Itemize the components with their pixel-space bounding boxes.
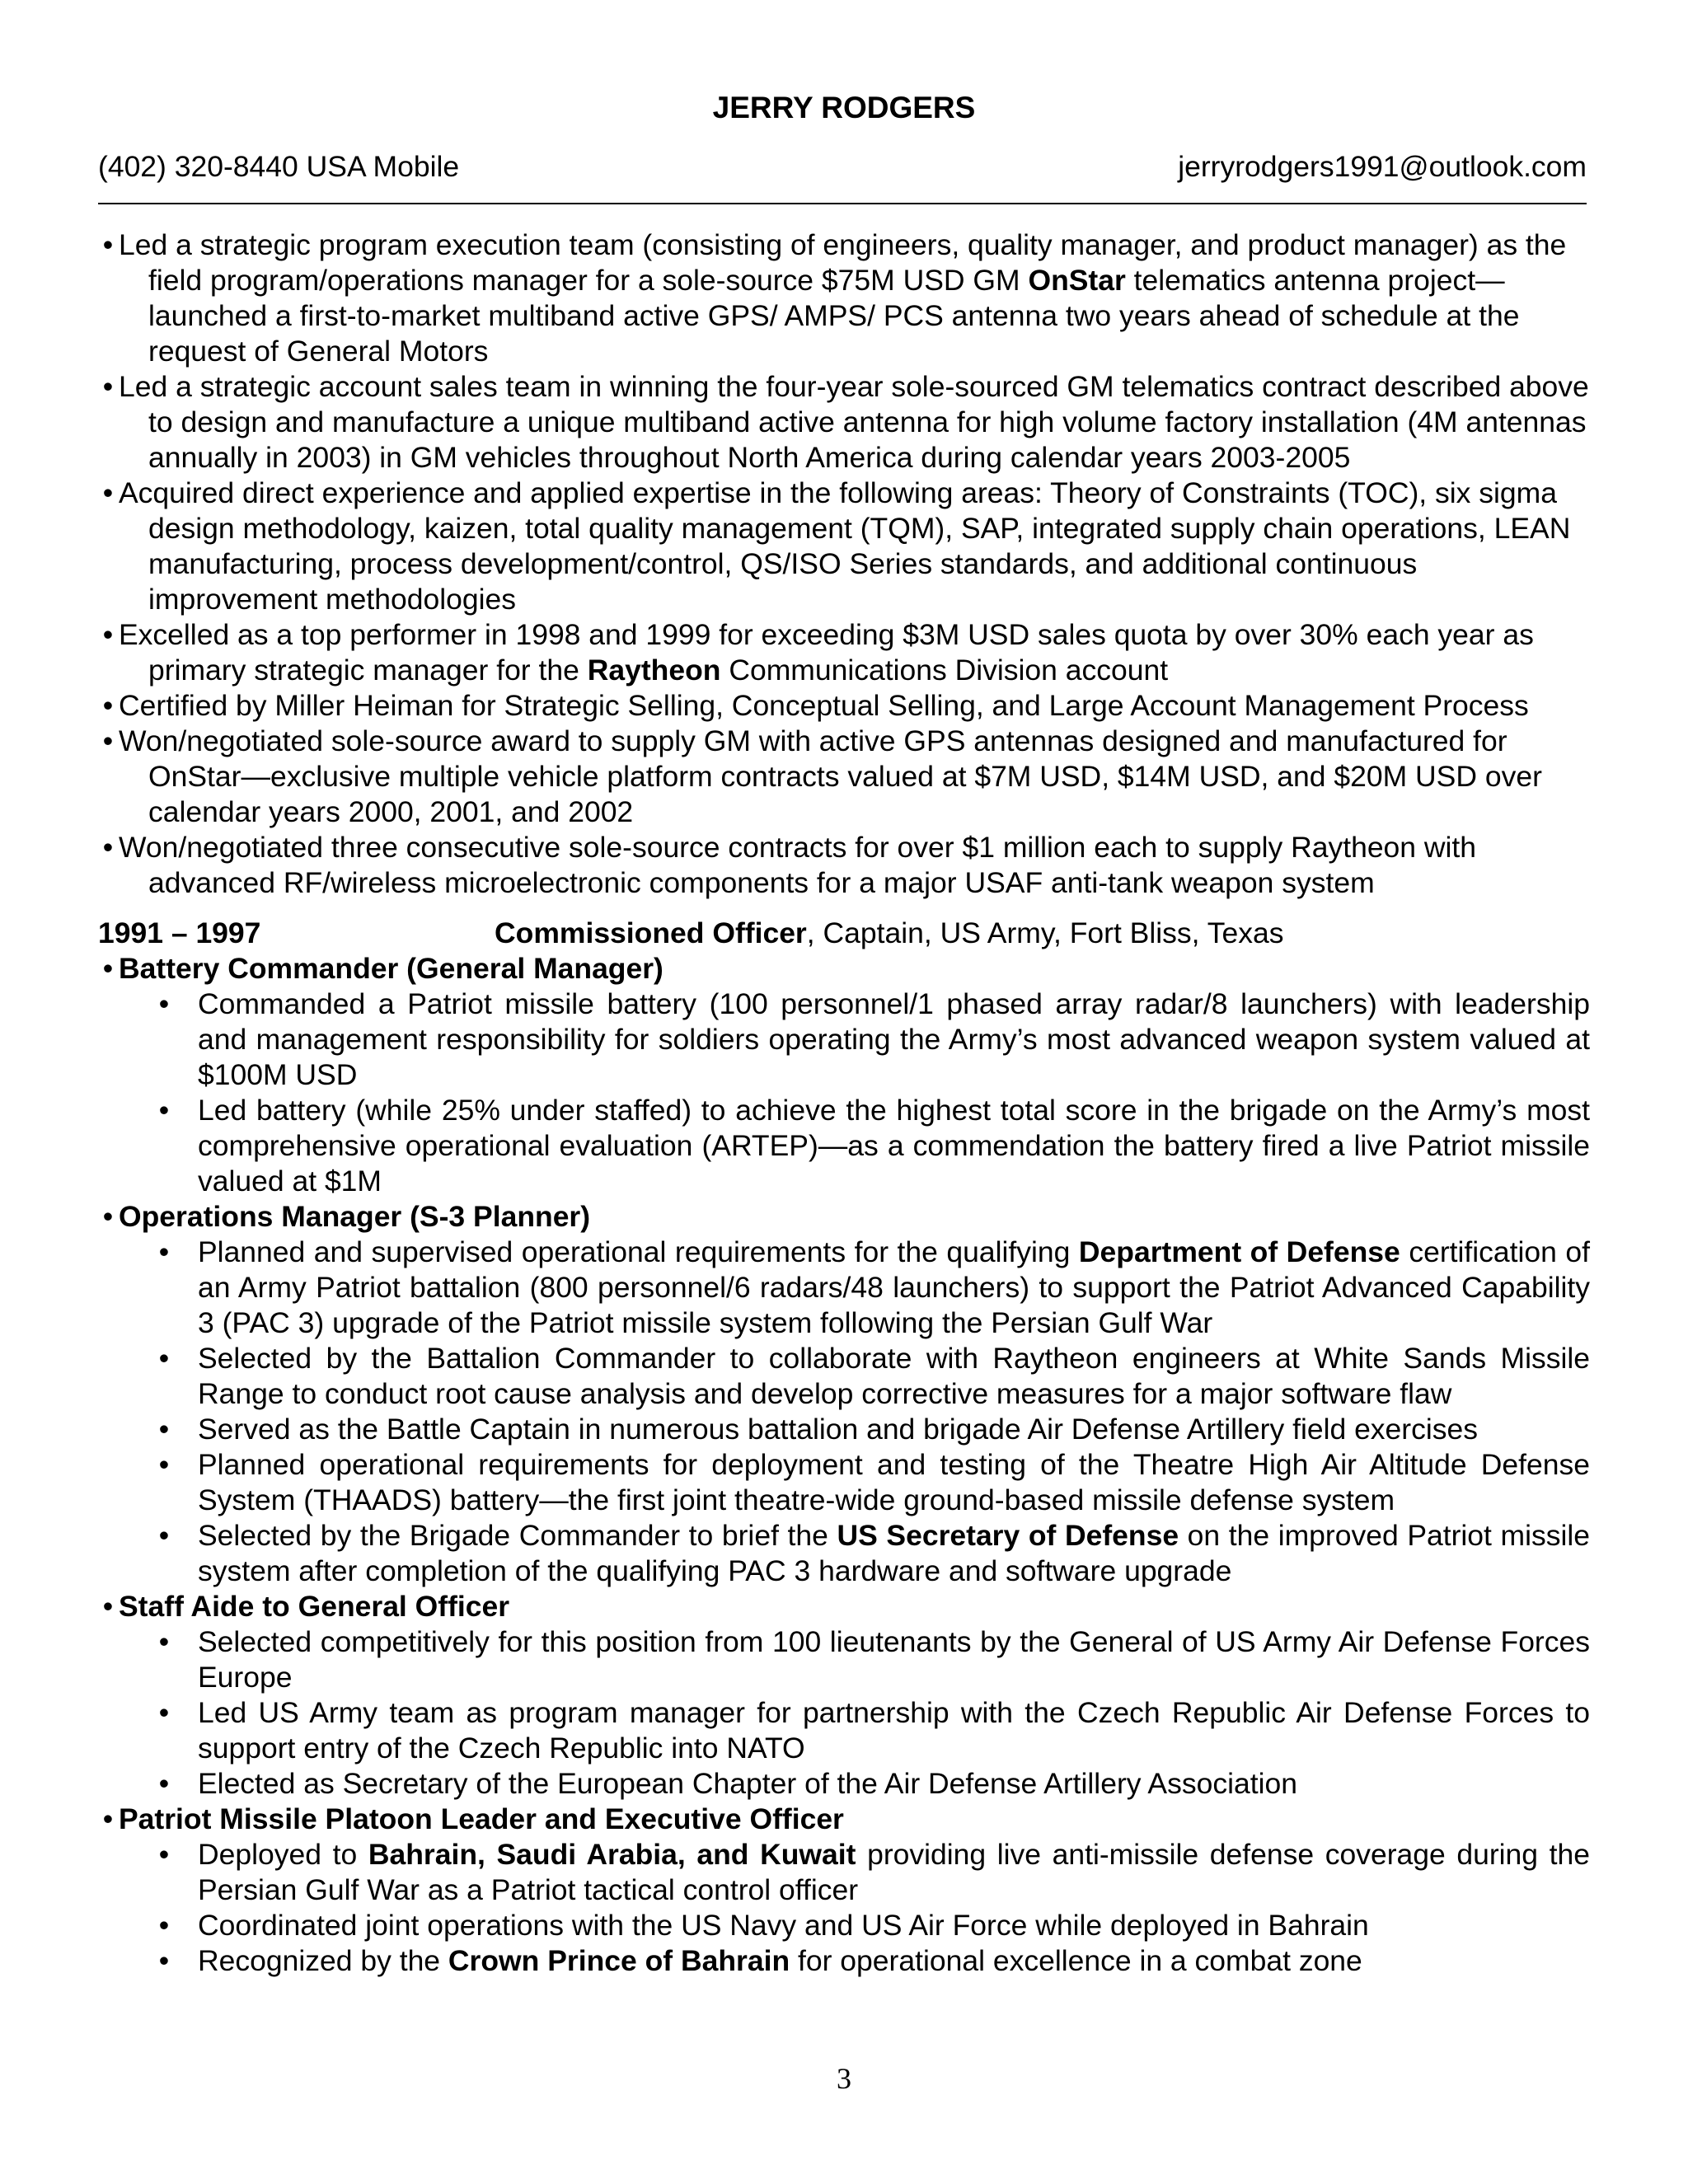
bullet-icon: •: [102, 1200, 114, 1233]
bullet-text-emphasis: Raytheon: [587, 654, 721, 687]
bullet-text: [119, 830, 1590, 901]
bullet-text-part: Commanded a Patriot missile battery (100 personnel/1 phased array radar/8 launchers) with leadership and management responsibility for soldiers operating the Army’s most advanced weapon system valued at $100M USD: [198, 987, 1590, 1091]
bullet-icon: •: [158, 1094, 170, 1127]
bullet-text: [198, 1696, 1590, 1765]
role-duty-bullet: [98, 1235, 1590, 1341]
bullet-text-part: Excelled as a top performer in 1998 and 1999 for exceeding $3M USD sales quota by over 30% each year as primary strategic manager for the: [119, 618, 1534, 687]
bullet-icon: •: [158, 1696, 170, 1729]
bullet-text-part: Selected by the Brigade Commander to brief the: [198, 1519, 837, 1552]
bullet-text: [198, 987, 1590, 1091]
bullet-text-emphasis: Department of Defense: [1078, 1235, 1400, 1268]
bullet-text: [198, 1235, 1590, 1339]
bullet-text-part: Planned and supervised operational requirements for the qualifying: [198, 1235, 1079, 1268]
achievement-bullet: [98, 724, 1590, 830]
role-title: Patriot Missile Platoon Leader and Executive Officer: [119, 1802, 844, 1835]
bullet-text-part: Led battery (while 25% under staffed) to achieve the highest total score in the brigade on the Army’s most comprehensive operational evaluation (ARTEP)—as a commendation the battery fired a live Patriot missile valued at $1M: [198, 1094, 1590, 1197]
bullet-text: [119, 476, 1590, 617]
bullet-text-part: Selected by the Battalion Commander to collaborate with Raytheon engineers at White Sands Missile Range to conduct root cause analysis and develop corrective measures for a major software flaw: [198, 1342, 1590, 1410]
role-duty-bullet: [98, 1447, 1590, 1518]
bullet-text-part: Elected as Secretary of the European Chapter of the Air Defense Artillery Association: [198, 1767, 1297, 1800]
bullet-text-part: Led US Army team as program manager for partnership with the Czech Republic Air Defense Forces to support entry of the Czech Republic into NATO: [198, 1696, 1590, 1765]
role-heading: [98, 1802, 1590, 1837]
bullet-text: [198, 1413, 1478, 1446]
bullet-text-part: telematics antenna project—launched a first-to-market multiband active GPS/ AMPS/ PCS antenna two years ahead of schedule at the request of General Motors: [148, 264, 1520, 368]
role-heading: [98, 1199, 1590, 1235]
bullet-text: [119, 617, 1590, 688]
bullet-icon: •: [102, 476, 114, 509]
role-duty-bullet: [98, 1766, 1590, 1802]
role-duty-bullet: [98, 1341, 1590, 1412]
achievement-bullet: [98, 369, 1590, 476]
bullet-text: [119, 724, 1590, 830]
army-position-row: [98, 916, 1590, 951]
bullet-text: [198, 1767, 1297, 1800]
bullet-icon: •: [102, 370, 114, 403]
bullet-text-part: for operational excellence in a combat zone: [790, 1944, 1362, 1977]
bullet-text-part: Recognized by the: [198, 1944, 448, 1977]
bullet-icon: •: [102, 831, 114, 864]
bullet-icon: •: [102, 689, 114, 722]
bullet-icon: •: [158, 987, 170, 1020]
bullet-icon: •: [102, 618, 114, 651]
role-title: Battery Commander (General Manager): [119, 952, 663, 985]
bullet-text: [198, 1838, 1590, 1906]
bullet-text-part: on the improved Patriot missile system after completion of the qualifying PAC 3 hardware and software upgrade: [198, 1519, 1590, 1587]
bullet-icon: •: [158, 1944, 170, 1977]
role-duty-bullet: [98, 1908, 1590, 1943]
army-details: , Captain, US Army, Fort Bliss, Texas: [806, 916, 1284, 949]
bullet-text-emphasis: Crown Prince of Bahrain: [448, 1944, 790, 1977]
resume-body: [98, 227, 1590, 1979]
army-roles-list: [98, 951, 1590, 1979]
bullet-text-part: Planned operational requirements for deployment and testing of the Theatre High Air Altitude Defense System (THAADS) battery—the first joint theatre-wide ground-based missile defense system: [198, 1448, 1590, 1516]
bullet-text: [198, 1625, 1590, 1694]
bullet-icon: •: [102, 1590, 114, 1623]
bullet-text-part: Certified by Miller Heiman for Strategic Selling, Conceptual Selling, and Large Account Management Process: [119, 689, 1529, 722]
bullet-text-part: certification of an Army Patriot battalion (800 personnel/6 radars/48 launchers) to support the Patriot Advanced Capability 3 (PAC 3) upgrade of the Patriot missile system following the Persian Gulf War: [198, 1235, 1590, 1339]
bullet-text-part: providing live anti-missile defense coverage during the Persian Gulf War as a Patriot tactical control officer: [198, 1838, 1591, 1906]
bullet-text-emphasis: US Secretary of Defense: [837, 1519, 1179, 1552]
bullet-text-emphasis: OnStar: [1028, 264, 1126, 297]
header-divider: [98, 203, 1587, 204]
bullet-text: [198, 1519, 1590, 1587]
role-duty-bullet: [98, 1093, 1590, 1199]
role-duty-bullet: [98, 1412, 1590, 1447]
role-duty-bullet: [98, 1695, 1590, 1766]
bullet-text: [119, 688, 1590, 724]
role-duty-bullet: [98, 1518, 1590, 1589]
bullet-text-part: Led a strategic account sales team in winning the four-year sole-sourced GM telematics contract described above to design and manufacture a unique multiband active antenna for high volume factory installation (4M antennas annually in 2003) in GM vehicles throughout North America during calendar years 2003-2005: [119, 370, 1589, 474]
role-heading: [98, 1589, 1590, 1624]
bullet-text: [198, 1094, 1590, 1197]
bullet-icon: •: [158, 1235, 170, 1268]
phone-number: (402) 320-8440 USA Mobile: [98, 150, 460, 183]
bullet-text: [119, 227, 1590, 369]
bullet-icon: •: [158, 1413, 170, 1446]
bullet-text-part: Deployed to: [198, 1838, 368, 1871]
achievement-bullet: [98, 617, 1590, 688]
bullet-text: [198, 1448, 1590, 1516]
bullet-text-part: Selected competitively for this position from 100 lieutenants by the General of US Army Air Defense Forces Europe: [198, 1625, 1590, 1694]
bullet-icon: •: [102, 952, 114, 985]
army-title: Commissioned Officer: [495, 916, 807, 949]
bullet-icon: •: [158, 1625, 170, 1658]
bullet-icon: •: [158, 1767, 170, 1800]
candidate-name: JERRY RODGERS: [712, 91, 976, 124]
bullet-text-part: Served as the Battle Captain in numerous battalion and brigade Air Defense Artillery field exercises: [198, 1413, 1479, 1446]
page-number: 3: [837, 2062, 851, 2095]
bullet-icon: •: [158, 1909, 170, 1942]
achievement-bullet: [98, 688, 1590, 724]
role-duty-bullet: [98, 1624, 1590, 1695]
role-duty-bullet: [98, 1943, 1590, 1979]
army-years: 1991 – 1997: [98, 916, 261, 949]
bullet-text-part: Acquired direct experience and applied expertise in the following areas: Theory of Constraints (TOC), six sigma design methodology, kaizen, total quality management (TQM), SAP, integrated supply chain operations, LEAN manufacturing, process development/control, QS/ISO Series standards, and additional continuous improvement methodologies: [119, 476, 1571, 616]
role-duty-bullet: [98, 1837, 1590, 1908]
bullet-text: [198, 1944, 1362, 1977]
bullet-icon: •: [102, 228, 114, 261]
bullet-icon: •: [102, 1802, 114, 1835]
bullet-icon: •: [158, 1342, 170, 1375]
bullet-text: [119, 369, 1590, 476]
role-duty-bullet: [98, 987, 1590, 1093]
bullet-icon: •: [158, 1519, 170, 1552]
email-address: jerryrodgers1991@outlook.com: [1178, 150, 1587, 183]
role-title: Operations Manager (S-3 Planner): [119, 1200, 591, 1233]
role-title: Staff Aide to General Officer: [119, 1590, 510, 1623]
bullet-text-part: Won/negotiated sole-source award to supply GM with active GPS antennas designed and manufactured for OnStar—exclusive multiple vehicle platform contracts valued at $7M USD, $14M USD, and $20M USD over calendar years 2000, 2001, and 2002: [119, 724, 1542, 828]
achievement-bullet: [98, 830, 1590, 901]
bullet-text: [198, 1909, 1369, 1942]
contact-row: [98, 149, 1587, 185]
bullet-icon: •: [158, 1838, 170, 1871]
army-position: [495, 916, 1283, 951]
bullet-text: [198, 1342, 1590, 1410]
bullet-text-part: Led a strategic program execution team (consisting of engineers, quality manager, and product manager) as the field program/operations manager for a sole-source $75M USD GM: [119, 228, 1567, 297]
role-heading: [98, 951, 1590, 987]
bullet-icon: •: [158, 1448, 170, 1481]
sales-achievements-list: [98, 227, 1590, 901]
bullet-text-emphasis: Bahrain, Saudi Arabia, and Kuwait: [368, 1838, 856, 1871]
achievement-bullet: [98, 476, 1590, 617]
achievement-bullet: [98, 227, 1590, 369]
bullet-icon: •: [102, 724, 114, 757]
bullet-text-part: Coordinated joint operations with the US Navy and US Air Force while deployed in Bahrain: [198, 1909, 1369, 1942]
bullet-text-part: Won/negotiated three consecutive sole-source contracts for over $1 million each to supply Raytheon with advanced RF/wireless microelectronic components for a major USAF anti-tank weapon system: [119, 831, 1477, 899]
bullet-text-part: Communications Division account: [720, 654, 1169, 687]
